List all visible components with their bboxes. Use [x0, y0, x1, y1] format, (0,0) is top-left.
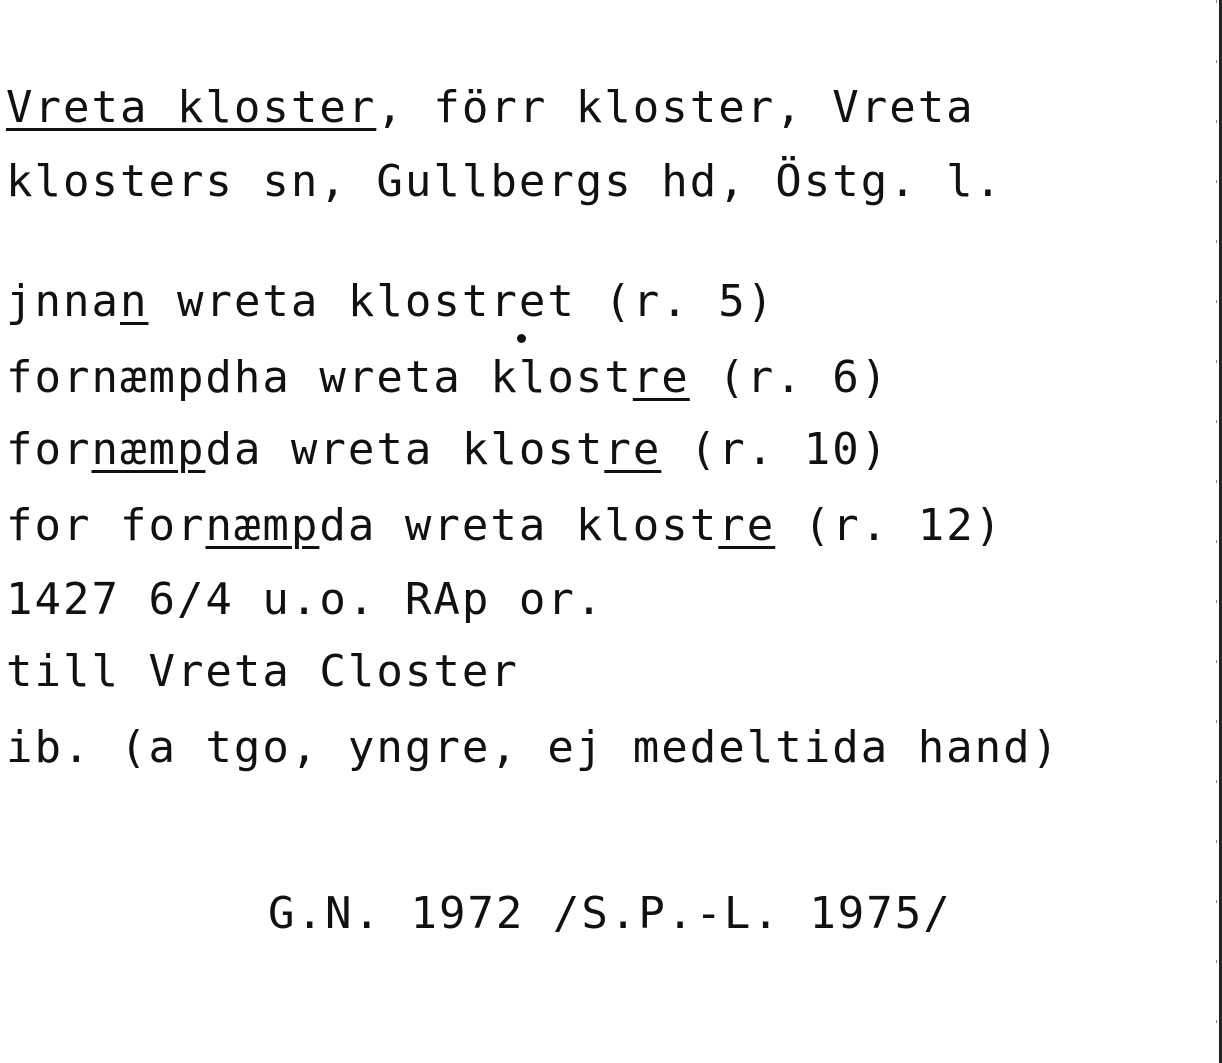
form-3-text-a: for — [6, 424, 92, 475]
form-line-2 — [6, 352, 889, 404]
form-3-text-b: da wreta klost — [205, 424, 605, 475]
later-note-line: ib. (a tgo, yngre, ej medeltida hand) — [6, 722, 1061, 773]
form-3-underlined-1: næmp — [91, 424, 206, 475]
card-edge-perforation — [1216, 0, 1217, 1063]
later-form-line: till Vreta Closter — [6, 646, 519, 697]
form-line-1 — [6, 276, 775, 328]
form-line-3 — [6, 424, 889, 476]
editorial-dot-mark — [517, 334, 526, 343]
place-description-1: , förr kloster, Vreta — [376, 82, 975, 133]
source-line: 1427 6/4 u.o. RAp or. — [6, 574, 605, 625]
form-1-underlined: n — [119, 276, 149, 327]
form-2-text-a: fornæmpdha wreta klost — [6, 352, 633, 403]
form-1-text-b: wreta klostret (r. 5) — [148, 276, 776, 327]
form-3-underlined-2: re — [604, 424, 662, 475]
heading-line-2: klosters sn, Gullbergs hd, Östg. l. — [6, 156, 1004, 207]
place-name: Vreta kloster — [6, 82, 377, 133]
citation: G.N. 1972 /S.P.-L. 1975/ — [268, 888, 952, 939]
form-4-underlined-1: næmp — [205, 500, 320, 551]
form-4-text-c: (r. 12) — [775, 500, 1004, 551]
form-line-4 — [6, 500, 1003, 552]
form-3-text-c: (r. 10) — [661, 424, 890, 475]
form-4-text-a: for for — [6, 500, 206, 551]
form-2-underlined: re — [632, 352, 690, 403]
heading-line-1 — [6, 82, 975, 134]
form-4-text-b: da wreta klost — [319, 500, 719, 551]
form-1-text-a: jnna — [6, 276, 120, 327]
form-2-text-b: (r. 6) — [689, 352, 890, 403]
form-4-underlined-2: re — [718, 500, 776, 551]
